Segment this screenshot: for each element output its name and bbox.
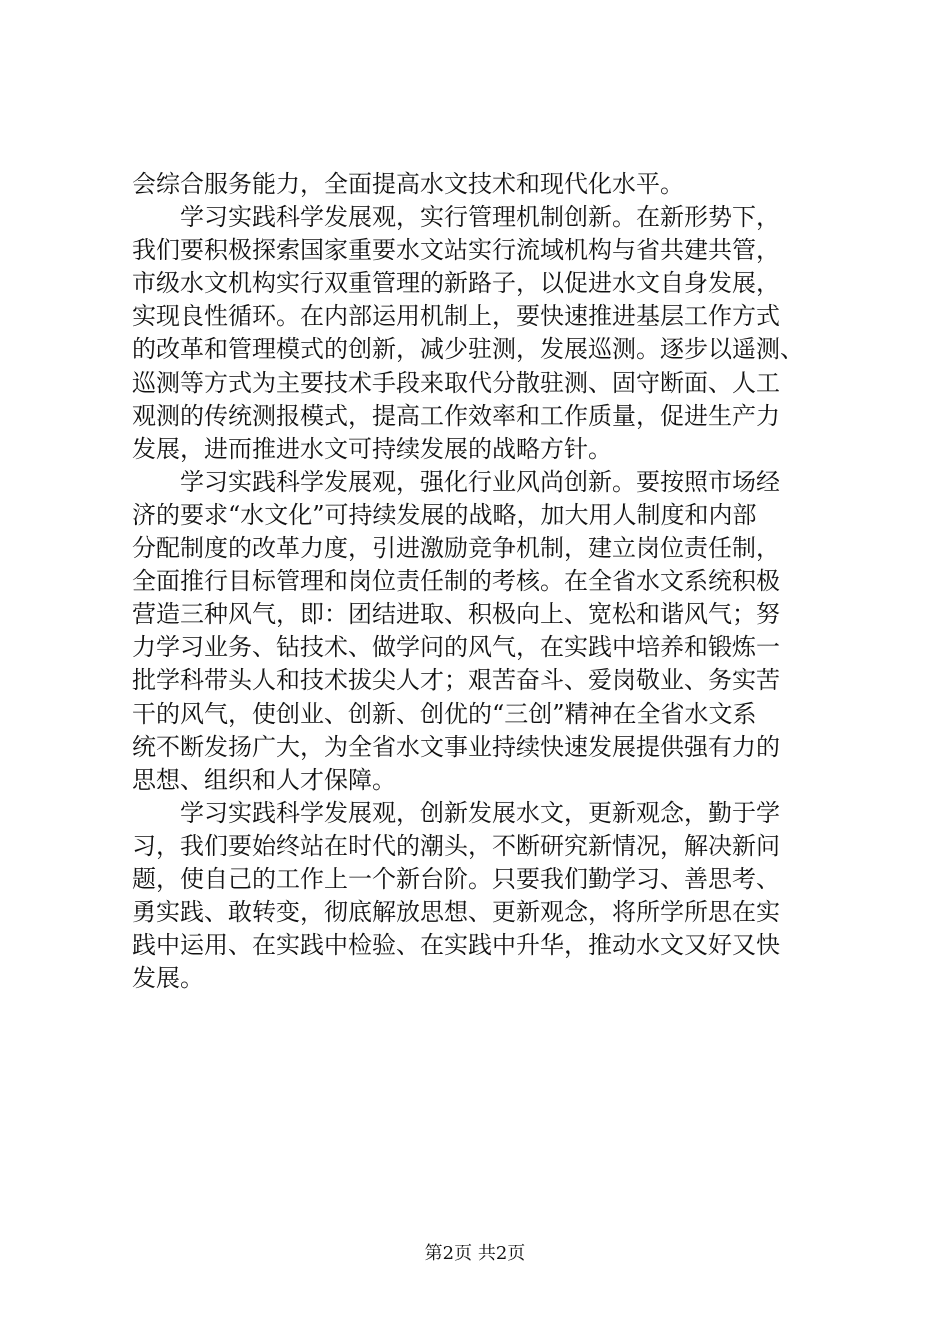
text-line: 批学科带头人和技术拔尖人才；艰苦奋斗、爱岗敬业、务实苦	[132, 666, 780, 695]
text-line: 思想、组织和人才保障。	[132, 765, 396, 794]
text-line: 学习实践科学发展观，强化行业风尚创新。要按照市场经	[180, 467, 780, 496]
text-line: 的改革和管理模式的创新，减少驻测，发展巡测。逐步以遥测、	[132, 335, 804, 364]
text-line: 习，我们要始终站在时代的潮头，不断研究新情况，解决新问	[132, 831, 780, 860]
text-line: 统不断发扬广大，为全省水文事业持续快速发展提供强有力的	[132, 732, 780, 761]
document-body	[132, 168, 852, 995]
text-line: 观测的传统测报模式，提高工作效率和工作质量，促进生产力	[132, 401, 780, 430]
paragraph-industry-style	[132, 466, 852, 797]
text-line: 实现良性循环。在内部运用机制上，要快速推进基层工作方式	[132, 302, 780, 331]
text-line: 营造三种风气，即：团结进取、积极向上、宽松和谐风气；努	[132, 600, 780, 629]
text-line: 力学习业务、钻技术、做学问的风气，在实践中培养和锻炼一	[132, 633, 780, 662]
text-line: 学习实践科学发展观，创新发展水文，更新观念，勤于学	[180, 798, 780, 827]
text-line: 学习实践科学发展观，实行管理机制创新。在新形势下，	[180, 203, 780, 232]
text-line: 题，使自己的工作上一个新台阶。只要我们勤学习、善思考、	[132, 864, 780, 893]
paragraph-management-innovation	[132, 201, 852, 466]
text-line: 分配制度的改革力度，引进激励竞争机制，建立岗位责任制，	[132, 534, 780, 563]
page-footer	[0, 1242, 950, 1266]
text-line: 我们要积极探索国家重要水文站实行流域机构与省共建共管，	[132, 236, 780, 265]
paragraph-continuation	[132, 168, 852, 201]
text-line: 干的风气，使创业、创新、创优的“三创”精神在全省水文系	[132, 699, 757, 728]
text-line: 济的要求“水文化”可持续发展的战略，加大用人制度和内部	[132, 500, 757, 529]
text-line: 全面推行目标管理和岗位责任制的考核。在全省水文系统积极	[132, 567, 780, 596]
text-line: 会综合服务能力，全面提高水文技术和现代化水平。	[132, 170, 684, 198]
page-number-label: 第2页 共2页	[424, 1243, 526, 1264]
text-line: 市级水文机构实行双重管理的新路子，以促进水文自身发展，	[132, 269, 780, 298]
text-line: 勇实践、敢转变，彻底解放思想、更新观念，将所学所思在实	[132, 898, 780, 927]
text-line: 发展。	[132, 964, 204, 993]
text-line: 巡测等方式为主要技术手段来取代分散驻测、固守断面、人工	[132, 368, 780, 397]
paragraph-innovation-development	[132, 797, 852, 996]
text-line: 发展，进而推进水文可持续发展的战略方针。	[132, 434, 612, 463]
text-line: 践中运用、在实践中检验、在实践中升华，推动水文又好又快	[132, 931, 780, 960]
